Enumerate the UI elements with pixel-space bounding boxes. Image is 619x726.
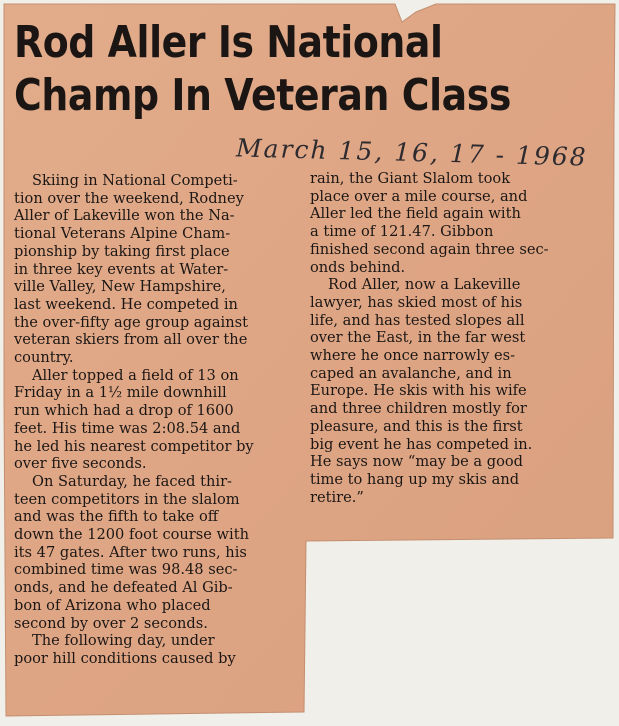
text-line: Aller led the field again with xyxy=(310,205,521,223)
text-line: over the East, in the far west xyxy=(310,329,526,347)
text-line: Friday in a 1½ mile downhill xyxy=(14,384,227,402)
text-line: retire.” xyxy=(310,488,364,506)
text-line: rain, the Giant Slalom took xyxy=(310,170,511,187)
article-headline xyxy=(14,16,527,122)
text-line: Europe. He skis with his wife xyxy=(310,382,527,400)
text-line: finished second again three sec- xyxy=(310,240,549,258)
article-left-column xyxy=(14,172,304,668)
text-line: he led his nearest competitor by xyxy=(14,437,254,455)
text-line: Skiing in National Competi- xyxy=(32,172,238,189)
text-line: onds, and he defeated Al Gib- xyxy=(14,579,233,597)
headline-line-1: Rod Aller Is National xyxy=(14,17,443,68)
text-line: ville Valley, New Hampshire, xyxy=(14,278,226,296)
text-line: place over a mile course, and xyxy=(310,187,528,205)
text-line: bon of Arizona who placed xyxy=(14,596,211,614)
text-line: poor hill conditions caused by xyxy=(14,649,236,667)
text-line: pleasure, and this is the first xyxy=(310,417,523,435)
text-line: The following day, under xyxy=(32,632,215,650)
text-line: veteran skiers from all over the xyxy=(14,331,248,349)
text-line: and three children mostly for xyxy=(310,400,527,418)
text-line: life, and has tested slopes all xyxy=(310,311,525,329)
text-line: big event he has competed in. xyxy=(310,435,533,453)
text-line: over five seconds. xyxy=(14,455,147,473)
text-line: last weekend. He competed in xyxy=(14,295,238,313)
text-line: in three key events at Water- xyxy=(14,260,229,278)
text-line: lawyer, has skied most of his xyxy=(310,293,523,311)
text-line: the over-fifty age group against xyxy=(14,313,248,331)
text-line: combined time was 98.48 sec- xyxy=(14,561,238,579)
text-line: second by over 2 seconds. xyxy=(14,614,208,632)
text-line: Aller of Lakeville won the Na- xyxy=(14,207,235,225)
text-line: teen competitors in the slalom xyxy=(14,490,240,508)
text-line: country. xyxy=(14,349,74,367)
text-line: its 47 gates. After two runs, his xyxy=(14,543,247,561)
text-line: tional Veterans Alpine Cham- xyxy=(14,225,231,243)
text-line: Rod Aller, now a Lakeville xyxy=(328,276,521,294)
text-line: caped an avalanche, and in xyxy=(310,364,512,382)
headline-line-2: Champ In Veteran Class xyxy=(14,70,511,121)
text-line: where he once narrowly es- xyxy=(310,347,516,365)
text-line: run which had a drop of 1600 xyxy=(14,402,234,420)
text-line: down the 1200 foot course with xyxy=(14,526,249,544)
text-line: pionship by taking first place xyxy=(14,242,230,260)
article-right-column xyxy=(310,170,598,506)
text-line: onds behind. xyxy=(310,258,406,276)
text-line: and was the fifth to take off xyxy=(14,508,219,526)
text-line: On Saturday, he faced thir- xyxy=(32,472,232,490)
handwritten-date-note: March 15, 16, 17 - 1968 xyxy=(235,133,589,172)
text-line: a time of 121.47. Gibbon xyxy=(310,223,494,241)
text-line: tion over the weekend, Rodney xyxy=(14,189,244,207)
text-line: feet. His time was 2:08.54 and xyxy=(14,419,241,437)
text-line: Aller topped a field of 13 on xyxy=(32,366,239,384)
text-line: time to hang up my skis and xyxy=(310,470,520,488)
text-line: He says now “may be a good xyxy=(310,453,523,471)
